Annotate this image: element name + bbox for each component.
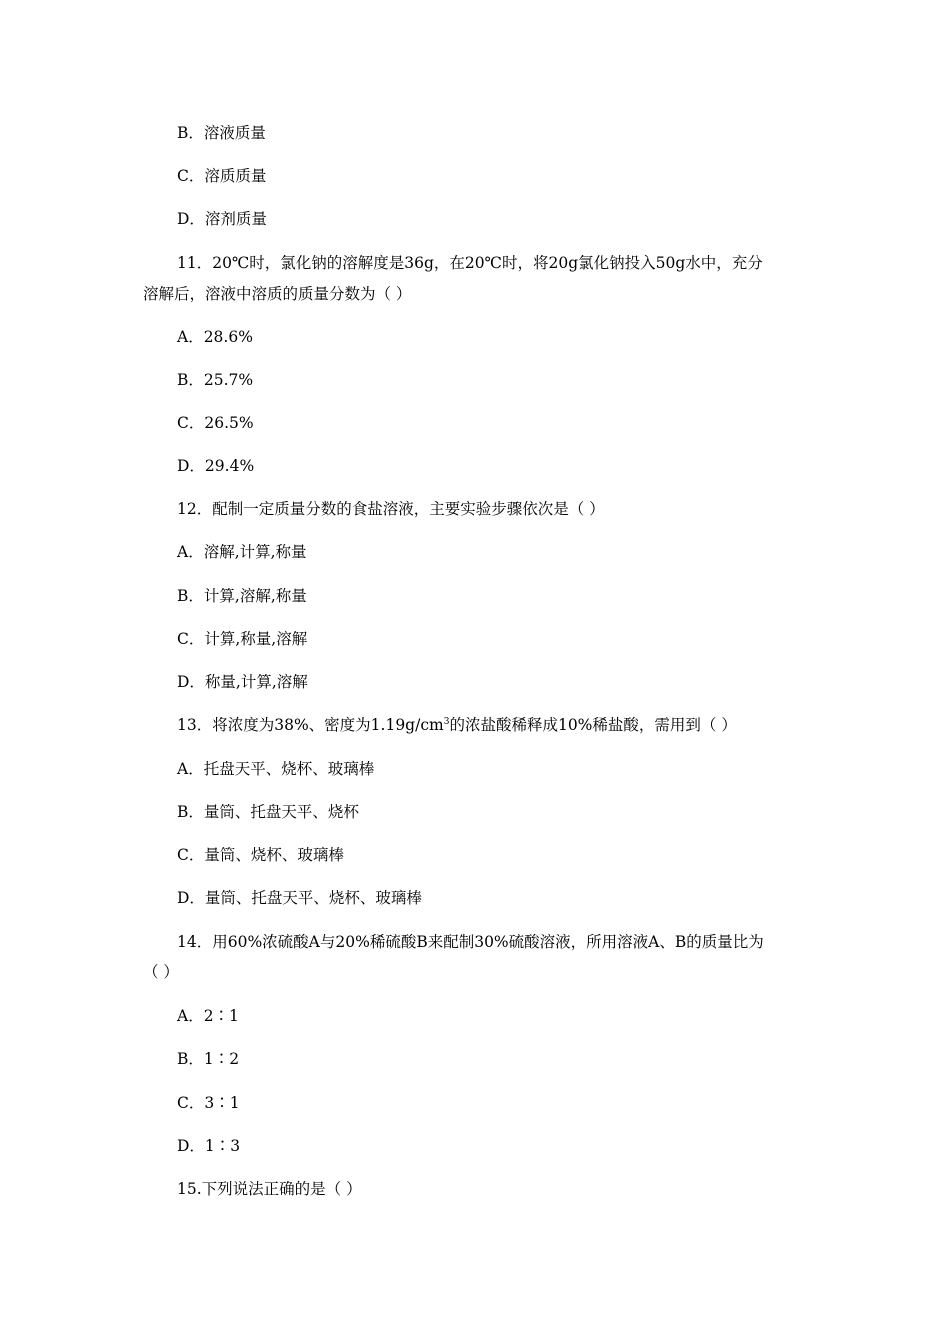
q14-stem-line2: （ ） — [143, 963, 179, 981]
q13-stem-after: 的浓盐酸稀释成10%稀盐酸，需用到（ ） — [449, 716, 737, 734]
q11-option-d: D．29.4% — [177, 457, 255, 475]
q10-option-b: B．溶液质量 — [177, 124, 266, 142]
q11-stem-line2: 溶解后，溶液中溶质的质量分数为（ ） — [143, 285, 412, 303]
q13-option-b: B．量筒、托盘天平、烧杯 — [177, 803, 359, 821]
q11-stem-line1: 11．20℃时，氯化钠的溶解度是36g，在20℃时，将20g氯化钠投入50g水中，充分 — [177, 254, 763, 272]
q10-option-c: C．溶质质量 — [177, 167, 267, 185]
q11-option-c: C．26.5% — [177, 414, 254, 432]
q10-option-d: D．溶剂质量 — [177, 210, 267, 228]
q13-option-c: C．量筒、烧杯、玻璃棒 — [177, 846, 344, 864]
q14-option-d: D．1∶3 — [177, 1137, 241, 1155]
q14-option-c: C．3∶1 — [177, 1094, 240, 1112]
q13-stem — [177, 715, 737, 735]
q12-stem: 12．配制一定质量分数的食盐溶液，主要实验步骤依次是（ ） — [177, 500, 605, 518]
q13-stem-before: 13．将浓度为38%、密度为1.19g/cm — [177, 716, 444, 734]
q12-option-b: B．计算,溶解,称量 — [177, 587, 307, 605]
q11-option-b: B．25.7% — [177, 371, 254, 389]
q13-superscript: 3 — [443, 717, 450, 727]
q11-option-a: A．28.6% — [177, 328, 253, 346]
q12-option-d: D．称量,计算,溶解 — [177, 673, 308, 691]
q14-stem-line1: 14．用60%浓硫酸A与20%稀硫酸B来配制30%硫酸溶液，所用溶液A、B的质量比为 — [177, 933, 764, 951]
q12-option-c: C．计算,称量,溶解 — [177, 630, 308, 648]
q13-option-d: D．量筒、托盘天平、烧杯、玻璃棒 — [177, 889, 422, 907]
q15-stem: 15.下列说法正确的是（ ） — [177, 1180, 362, 1198]
q12-option-a: A．溶解,计算,称量 — [177, 543, 307, 561]
q14-option-b: B．1∶2 — [177, 1050, 240, 1068]
q13-option-a: A．托盘天平、烧杯、玻璃棒 — [177, 760, 375, 778]
q14-option-a: A．2∶1 — [177, 1007, 239, 1025]
